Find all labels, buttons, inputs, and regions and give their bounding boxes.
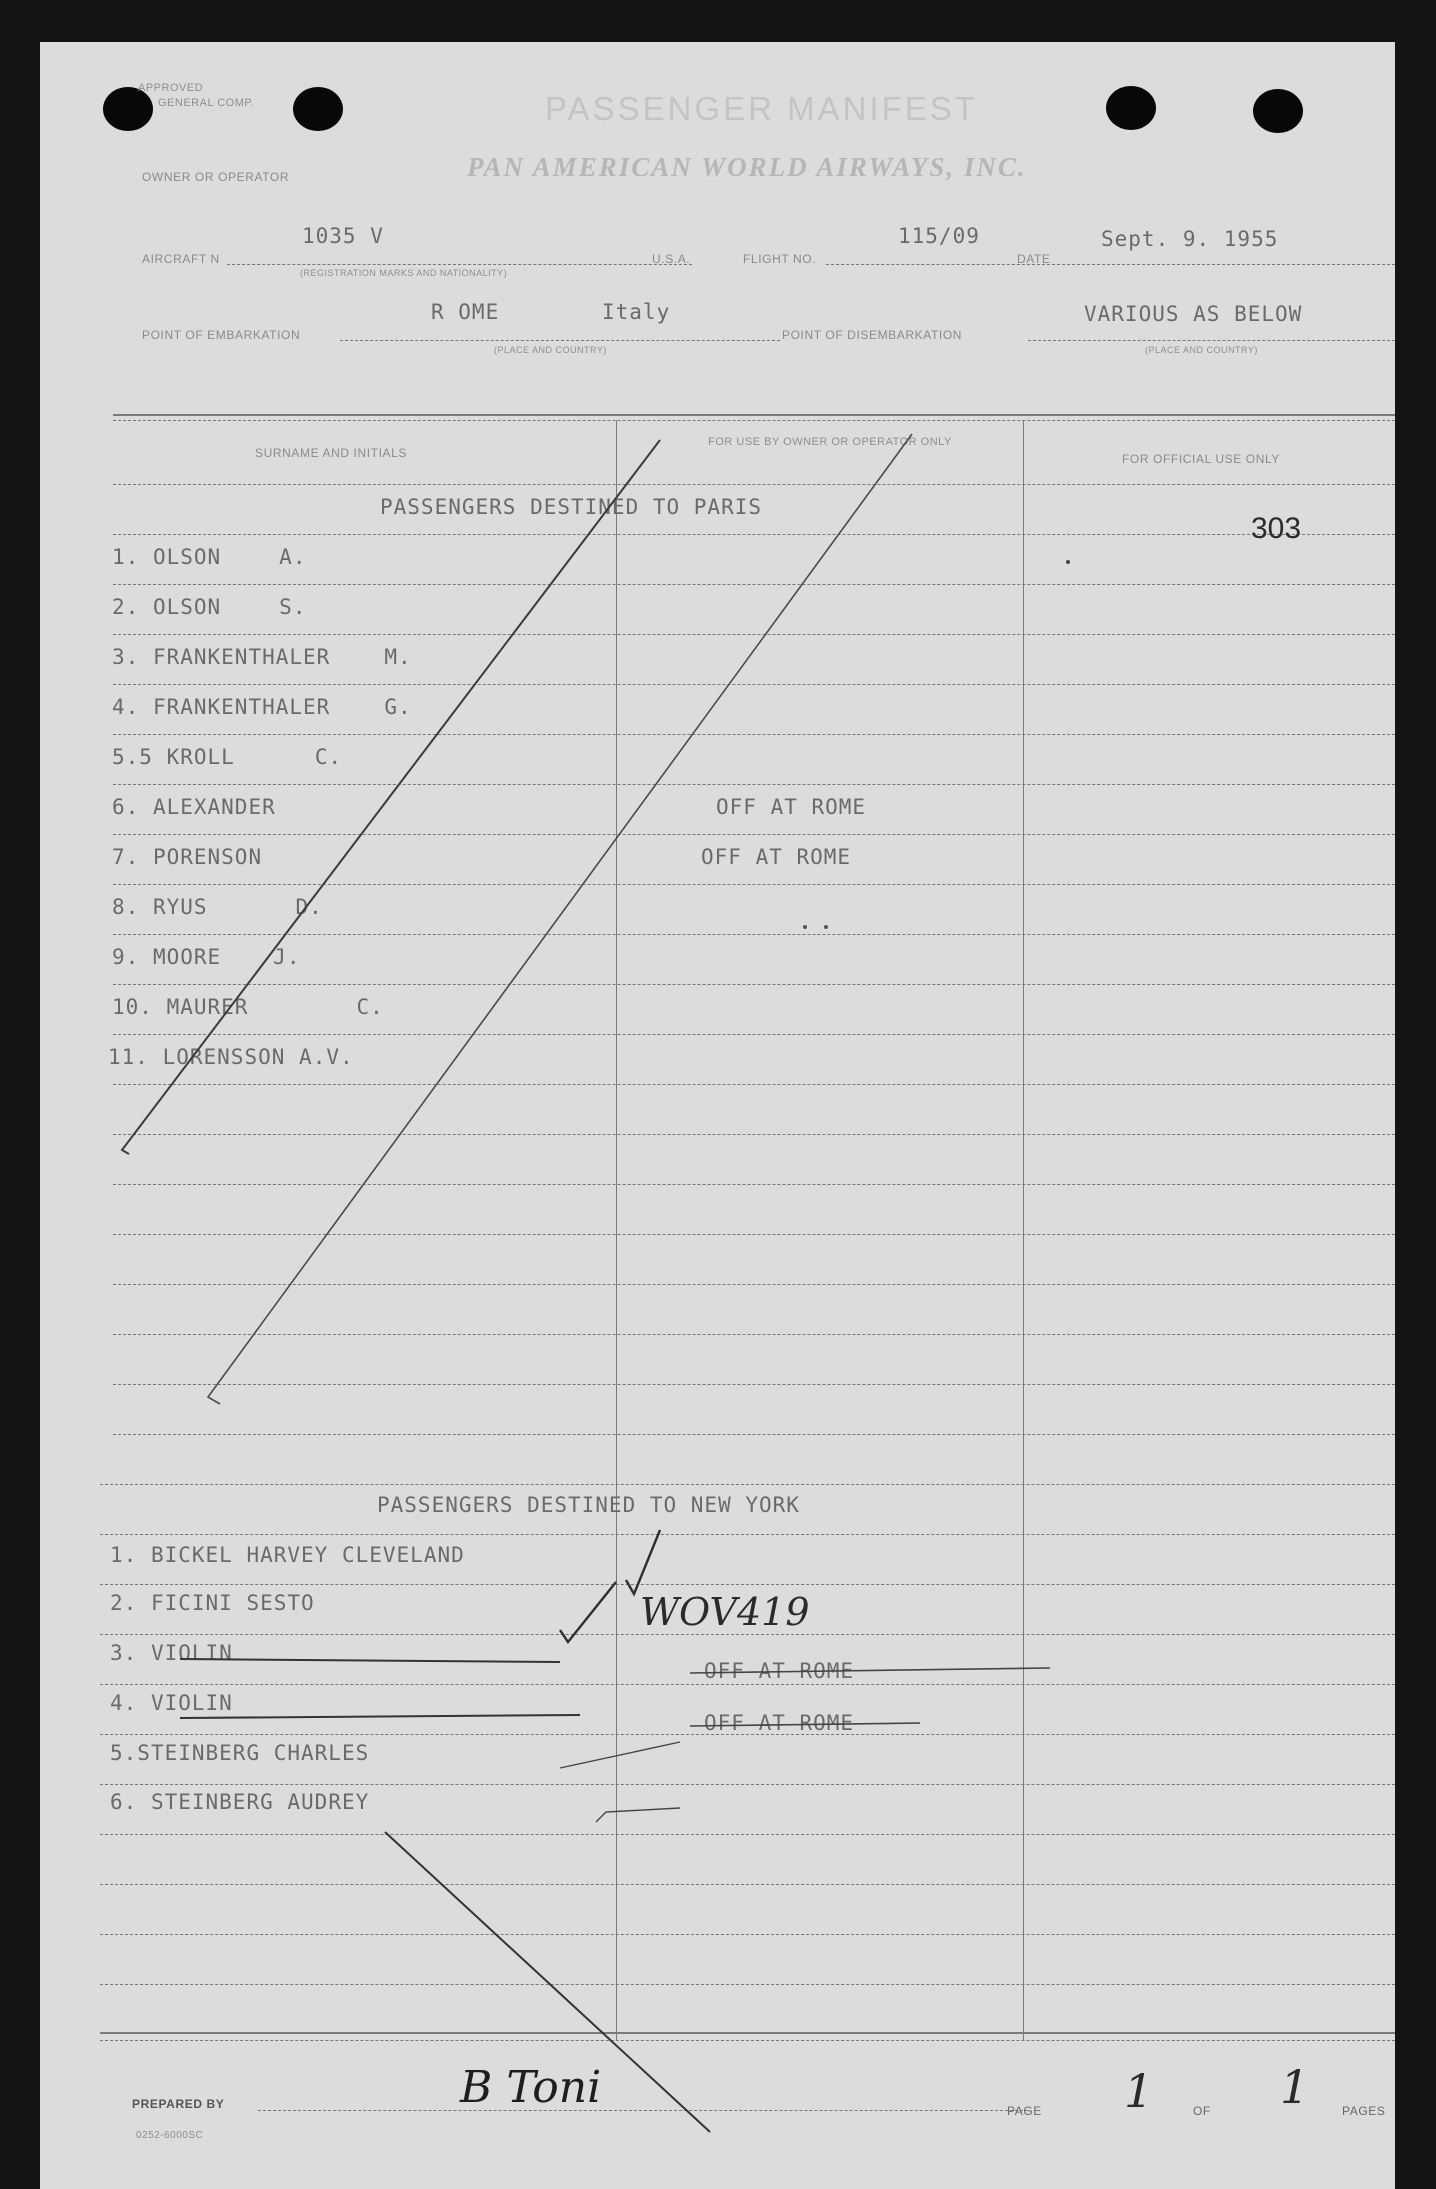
check-mark	[560, 1582, 616, 1642]
signature: B Toni	[460, 2062, 602, 2113]
page-number: 1	[1124, 2064, 1154, 2118]
passenger-row: 2. OLSON S.	[112, 595, 307, 619]
off-at-rome-note: OFF AT ROME	[716, 795, 867, 819]
disembarkation-label: POINT OF DISEMBARKATION	[782, 328, 963, 342]
paris-heading: PASSENGERS DESTINED TO PARIS	[380, 495, 763, 519]
flight-value: 115/09	[898, 224, 980, 248]
strike-line	[385, 1832, 710, 2132]
embarkation-label: POINT OF EMBARKATION	[142, 328, 301, 342]
off-at-rome-note: OFF AT ROME	[704, 1711, 855, 1735]
newyork-heading: PASSENGERS DESTINED TO NEW YORK	[377, 1493, 800, 1517]
passenger-row: 10. MAURER C.	[112, 995, 384, 1019]
embarkation-sublabel: (PLACE AND COUNTRY)	[494, 345, 607, 355]
passenger-row: 8. RYUS D.	[112, 895, 323, 919]
date-value: Sept. 9. 1955	[1101, 227, 1279, 251]
pen-dot	[803, 925, 807, 929]
passenger-row: 3. FRANKENTHALER M.	[112, 645, 412, 669]
strike-line	[690, 1668, 1050, 1673]
strike-line	[180, 1715, 580, 1718]
approved-stamp: APPROVED	[138, 82, 204, 94]
disembarkation-sublabel: (PLACE AND COUNTRY)	[1145, 345, 1258, 355]
passenger-row: 1. BICKEL HARVEY CLEVELAND	[110, 1543, 465, 1567]
col-header-official: FOR OFFICIAL USE ONLY	[1122, 452, 1280, 466]
disembarkation-value: VARIOUS AS BELOW	[1084, 302, 1303, 326]
off-at-rome-note: OFF AT ROME	[704, 1659, 855, 1683]
off-at-rome-note: OFF AT ROME	[701, 845, 852, 869]
manifest-sheet	[40, 42, 1395, 2189]
page-total: 1	[1280, 2060, 1310, 2114]
strike-line	[180, 1659, 560, 1662]
tick-mark	[560, 1742, 680, 1768]
strike-line	[208, 434, 912, 1404]
prepared-by-label: PREPARED BY	[132, 2097, 225, 2111]
date-label: DATE	[1017, 252, 1051, 266]
passenger-row: 9. MOORE J.	[112, 945, 301, 969]
strike-line	[122, 440, 660, 1154]
page-label: PAGE	[1007, 2104, 1042, 2118]
passenger-row: 3. VIOLIN	[110, 1641, 233, 1665]
passenger-row: 5.5 KROLL C.	[112, 745, 343, 769]
usa-label: U.S.A.	[652, 252, 691, 266]
form-number: 0252-6000SC	[136, 2130, 204, 2141]
aircraft-label: AIRCRAFT N	[142, 252, 220, 266]
handwritten-marks	[40, 42, 1395, 2189]
aircraft-sublabel: (REGISTRATION MARKS AND NATIONALITY)	[300, 268, 508, 278]
passenger-row: 1. OLSON A.	[112, 545, 307, 569]
official-number: 303	[1251, 512, 1302, 545]
flight-label: FLIGHT NO.	[743, 252, 817, 266]
embarkation-city: R OME	[431, 300, 500, 324]
check-mark	[626, 1530, 660, 1594]
pen-dot	[1066, 560, 1070, 564]
passenger-row: 6. STEINBERG AUDREY	[110, 1790, 370, 1814]
passenger-row: 7. PORENSON	[112, 845, 263, 869]
tick-mark	[596, 1808, 680, 1822]
passenger-row: 5.STEINBERG CHARLES	[110, 1741, 370, 1765]
of-label: OF	[1193, 2104, 1211, 2118]
airline-name: PAN AMERICAN WORLD AIRWAYS, INC.	[467, 152, 1027, 182]
strike-line	[690, 1723, 920, 1726]
passenger-row: 4. VIOLIN	[110, 1691, 233, 1715]
passenger-row: 11. LORENSSON A.V.	[108, 1045, 354, 1069]
pages-label: PAGES	[1342, 2104, 1386, 2118]
passenger-row: 2. FICINI SESTO	[110, 1591, 315, 1615]
col-header-surname: SURNAME AND INITIALS	[255, 446, 408, 460]
stamp-line: GENERAL COMP.	[158, 97, 255, 109]
col-header-owner: FOR USE BY OWNER OR OPERATOR ONLY	[708, 436, 952, 448]
form-title: PASSENGER MANIFEST	[545, 90, 978, 127]
passenger-row: 6. ALEXANDER	[112, 795, 276, 819]
pen-dot	[824, 925, 828, 929]
handwritten-code: WOV419	[640, 1590, 810, 1634]
owner-label: OWNER OR OPERATOR	[142, 170, 290, 184]
embarkation-country: Italy	[602, 300, 671, 324]
passenger-row: 4. FRANKENTHALER G.	[112, 695, 412, 719]
aircraft-value: 1035 V	[302, 224, 384, 248]
